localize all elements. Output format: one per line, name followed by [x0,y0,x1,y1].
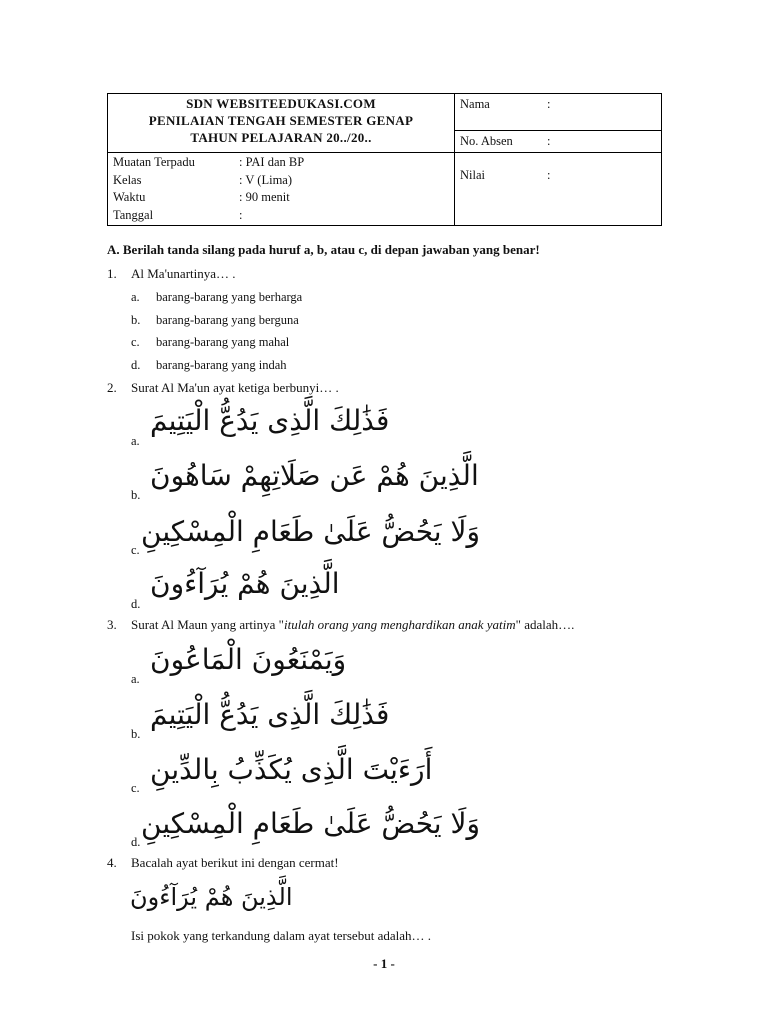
question-number: 4. [107,855,117,870]
arabic-option: فَذَٰلِكَ الَّذِى يَدُعُّ الْيَتِيمَ [150,698,390,731]
page-number: - 1 - [373,956,395,971]
info-value: : V (Lima) [239,172,293,187]
question-text-italic: itulah orang yang menghardikan anak yatim [283,617,516,632]
option-letter[interactable]: d. [131,835,141,849]
nama-colon: : [547,97,551,111]
absen-label: No. Absen [460,134,513,148]
question-number: 3. [107,617,117,632]
arabic-option: أَرَءَيْتَ الَّذِى يُكَذِّبُ بِالدِّينِ [150,753,433,786]
option-text: barang-barang yang berharga [156,290,303,304]
arabic-option: فَذَٰلِكَ الَّذِى يَدُعُّ الْيَتِيمَ [150,404,390,437]
nilai-colon: : [547,168,551,182]
question-number: 2. [107,380,117,395]
option-letter[interactable]: d. [131,358,141,372]
option-letter[interactable]: b. [131,313,141,327]
info-value: : PAI dan BP [239,155,305,169]
question-text [131,617,574,633]
absen-cell [455,131,662,153]
question-number: 1. [107,266,117,281]
question-text-pre: Surat Al Maun yang artinya " [131,617,284,632]
question-text: Surat Al Ma'un ayat ketiga berbunyi… . [131,380,339,395]
arabic-option: وَلَا يَحُضُّ عَلَىٰ طَعَامِ الْمِسْكِينِ [141,515,480,548]
question-text: Bacalah ayat berikut ini dengan cermat! [131,855,339,870]
info-label: Waktu [113,190,146,204]
question-text-post: " adalah…. [515,617,575,632]
option-letter[interactable]: c. [131,335,140,349]
arabic-option: وَلَا يَحُضُّ عَلَىٰ طَعَامِ الْمِسْكِينِ [141,807,480,840]
option-letter[interactable]: b. [131,488,141,502]
option-text: barang-barang yang berguna [156,313,299,327]
nama-cell [455,94,662,131]
info-value: : [239,207,243,222]
info-cell [108,153,455,226]
option-letter[interactable]: b. [131,727,141,741]
nilai-label: Nilai [460,168,485,182]
school-name: SDN WEBSITEEDUKASI.COM [186,96,376,111]
nilai-cell [455,153,662,226]
arabic-verse: الَّذِينَ هُمْ يُرَآءُونَ [130,883,293,911]
arabic-option: وَيَمْنَعُونَ الْمَاعُونَ [150,643,347,676]
option-text: barang-barang yang mahal [156,335,290,349]
arabic-option: الَّذِينَ هُمْ يُرَآءُونَ [150,567,340,600]
section-a-title: A. Berilah tanda silang pada huruf a, b, atau c, di depan jawaban yang benar! [107,242,540,257]
info-value: : 90 menit [239,190,290,204]
option-letter[interactable]: a. [131,434,140,448]
option-letter[interactable]: a. [131,672,140,686]
option-letter[interactable]: d. [131,597,141,611]
academic-year: TAHUN PELAJARAN 20../20.. [190,130,372,145]
school-title-cell [108,94,455,153]
absen-colon: : [547,134,551,148]
info-label: Muatan Terpadu [113,155,195,169]
option-letter[interactable]: c. [131,781,140,795]
arabic-option: الَّذِينَ هُمْ عَن صَلَاتِهِمْ سَاهُونَ [150,459,479,492]
option-letter[interactable]: c. [131,543,140,557]
info-label: Tanggal [113,207,154,222]
header-table [107,93,662,226]
question-text: Al Ma'unartinya… . [131,266,236,281]
question-follow-text: Isi pokok yang terkandung dalam ayat tersebut adalah… . [131,928,431,943]
nama-label: Nama [460,97,490,111]
option-letter[interactable]: a. [131,290,140,304]
exam-title: PENILAIAN TENGAH SEMESTER GENAP [148,113,414,128]
info-label: Kelas [113,172,142,187]
option-text: barang-barang yang indah [156,358,287,372]
